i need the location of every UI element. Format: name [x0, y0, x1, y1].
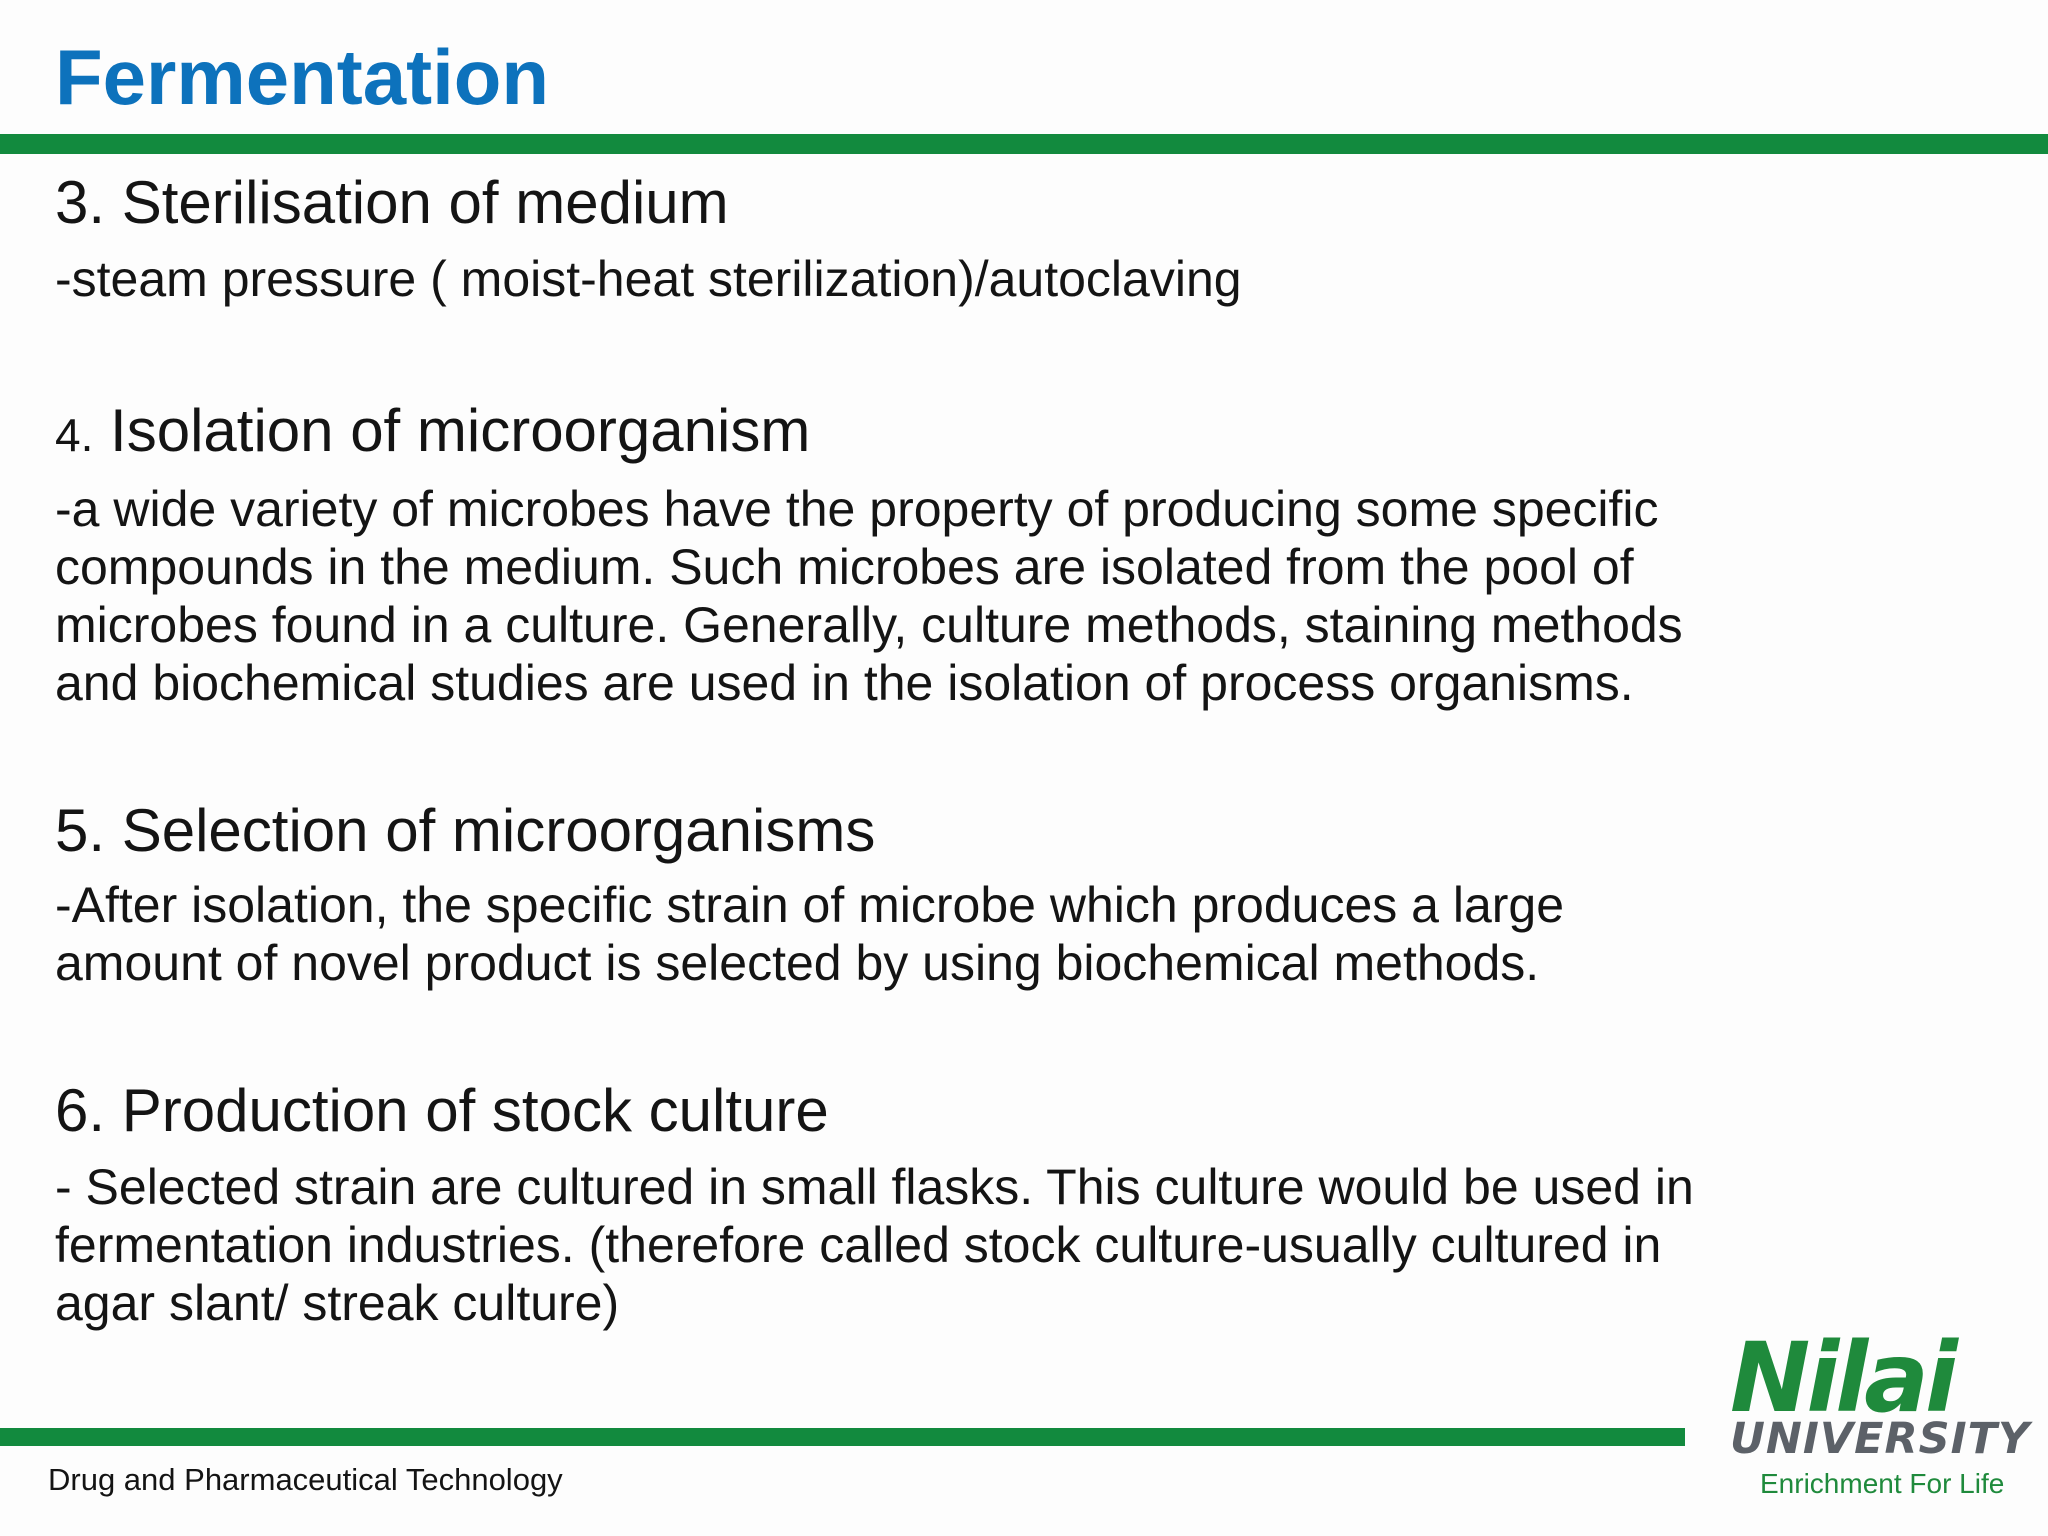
body-line: - Selected strain are cultured in small flasks. This culture would be used in [55, 1159, 1694, 1215]
section-heading: 6. Production of stock culture [55, 1077, 829, 1144]
section-selection [55, 796, 1955, 992]
logo-wordmark: Nilai [1730, 1322, 1954, 1434]
footer-divider [0, 1428, 1685, 1446]
section-heading [55, 396, 1955, 470]
body-line: -After isolation, the specific strain of microbe which produces a large [55, 877, 1565, 933]
body-line: and biochemical studies are used in the isolation of process organisms. [55, 655, 1634, 711]
logo-tagline: Enrichment For Life [1760, 1468, 2005, 1499]
section-body [55, 1158, 1955, 1332]
body-line: -a wide variety of microbes have the property of producing some specific [55, 481, 1659, 537]
slide-content [55, 168, 1955, 1332]
section-body [55, 876, 1955, 992]
section-isolation [55, 396, 1955, 712]
body-line: microbes found in a culture. Generally, culture methods, staining methods [55, 597, 1683, 653]
section-body [55, 250, 1955, 308]
section-stock-culture [55, 1076, 1955, 1332]
section-body [55, 480, 1955, 712]
body-line: agar slant/ streak culture) [55, 1275, 620, 1331]
body-line: amount of novel product is selected by using biochemical methods. [55, 935, 1540, 991]
section-number: 4. [55, 409, 94, 461]
section-heading: 3. Sterilisation of medium [55, 169, 729, 236]
body-line: fermentation industries. (therefore called stock culture-usually cultured in [55, 1217, 1662, 1273]
slide-title: Fermentation [55, 33, 550, 121]
body-line: compounds in the medium. Such microbes are isolated from the pool of [55, 539, 1634, 595]
body-line: -steam pressure ( moist-heat sterilization)/autoclaving [55, 251, 1242, 307]
logo-subtitle: UNIVERSITY [1730, 1414, 2031, 1464]
section-heading-text: Isolation of microorganism [93, 397, 811, 464]
section-sterilisation [55, 168, 1955, 308]
footer-text: Drug and Pharmaceutical Technology [48, 1462, 563, 1497]
title-divider [0, 134, 2048, 154]
university-logo [1718, 1322, 2031, 1520]
section-heading: 5. Selection of microorganisms [55, 797, 876, 864]
